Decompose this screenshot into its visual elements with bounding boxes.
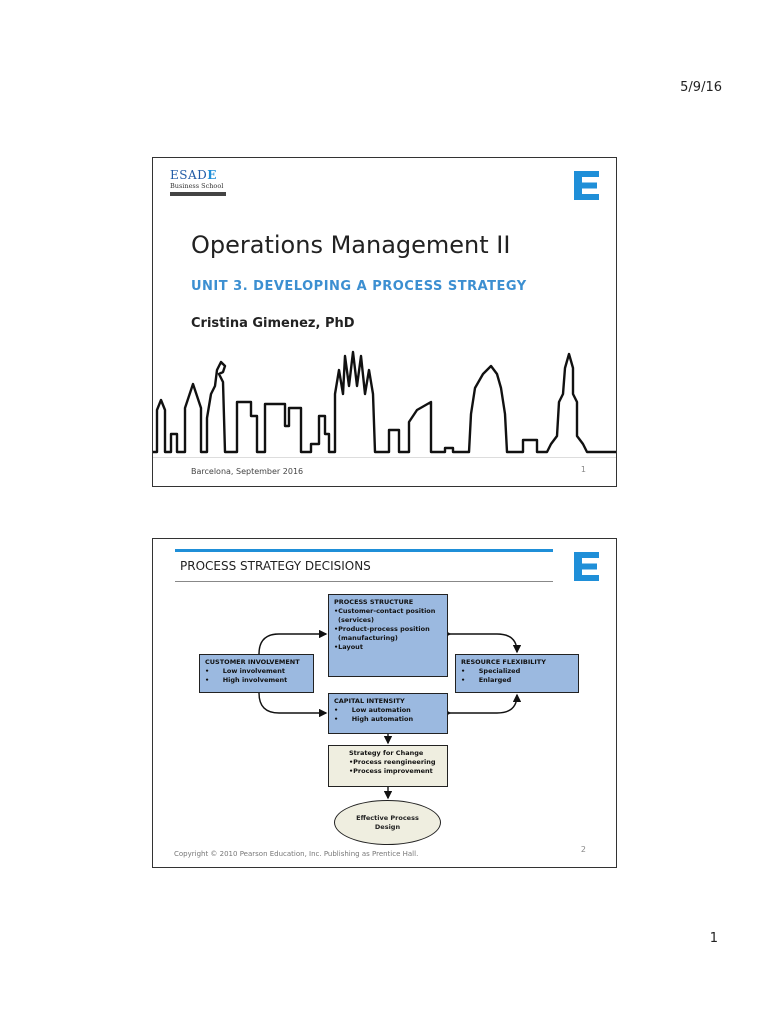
esade-e-icon	[574, 171, 599, 200]
box-header: PROCESS STRUCTURE	[334, 598, 414, 606]
effective-process-design-ellipse: Effective Process Design	[334, 800, 441, 845]
box-header: RESOURCE FLEXIBILITY	[461, 658, 546, 666]
slide-footer-text: Barcelona, September 2016	[191, 467, 304, 476]
slide-title: PROCESS STRATEGY DECISIONS	[180, 559, 371, 573]
page-number: 1	[709, 931, 718, 946]
process-structure-box	[328, 594, 448, 677]
slide-title: Operations Management II	[191, 231, 511, 259]
list-item: • Low involvement	[205, 667, 285, 675]
esade-wordmark: ESADE	[170, 168, 217, 182]
list-item: •Customer-contact position	[334, 607, 436, 615]
list-item: •Process reengineering	[349, 758, 436, 766]
esade-subline: Business School	[170, 182, 224, 190]
arrow-involvement-capital	[259, 693, 326, 713]
arrow-capital-flexibility	[450, 695, 517, 713]
list-item: • High automation	[334, 715, 414, 723]
arrow-structure-flexibility	[450, 634, 517, 652]
list-item: •Product-process position	[334, 625, 430, 633]
slide-number: 1	[580, 465, 586, 474]
box-header: CUSTOMER INVOLVEMENT	[205, 658, 300, 666]
slide-number: 2	[580, 845, 586, 854]
slide-1	[152, 157, 617, 487]
list-item: (services)	[338, 616, 375, 624]
slide-2	[152, 538, 617, 868]
barcelona-skyline-illustration	[153, 344, 616, 456]
slide-footer-divider	[153, 457, 616, 458]
list-item: • Low automation	[334, 706, 411, 714]
box-header: Strategy for Change	[349, 749, 424, 757]
capital-intensity-box	[328, 693, 448, 734]
box-header: CAPITAL INTENSITY	[334, 697, 405, 705]
esade-logo	[170, 169, 230, 196]
resource-flexibility-box	[455, 654, 579, 693]
list-item: • Enlarged	[461, 676, 512, 684]
list-item: • High involvement	[205, 676, 288, 684]
slide-subtitle: UNIT 3. DEVELOPING A PROCESS STRATEGY	[191, 279, 527, 294]
list-item: (manufacturing)	[338, 634, 398, 642]
copyright-text: Copyright © 2010 Pearson Education, Inc. Publishing as Prentice Hall.	[174, 850, 419, 858]
strategy-for-change-box	[328, 745, 448, 787]
list-item: • Specialized	[461, 667, 521, 675]
list-item: •Process improvement	[349, 767, 433, 775]
esade-tagbar	[170, 192, 226, 196]
list-item: •Layout	[334, 643, 363, 651]
customer-involvement-box	[199, 654, 314, 693]
page-date: 5/9/16	[680, 80, 722, 95]
arrow-involvement-structure	[259, 634, 326, 654]
slide-author: Cristina Gimenez, PhD	[191, 316, 355, 331]
